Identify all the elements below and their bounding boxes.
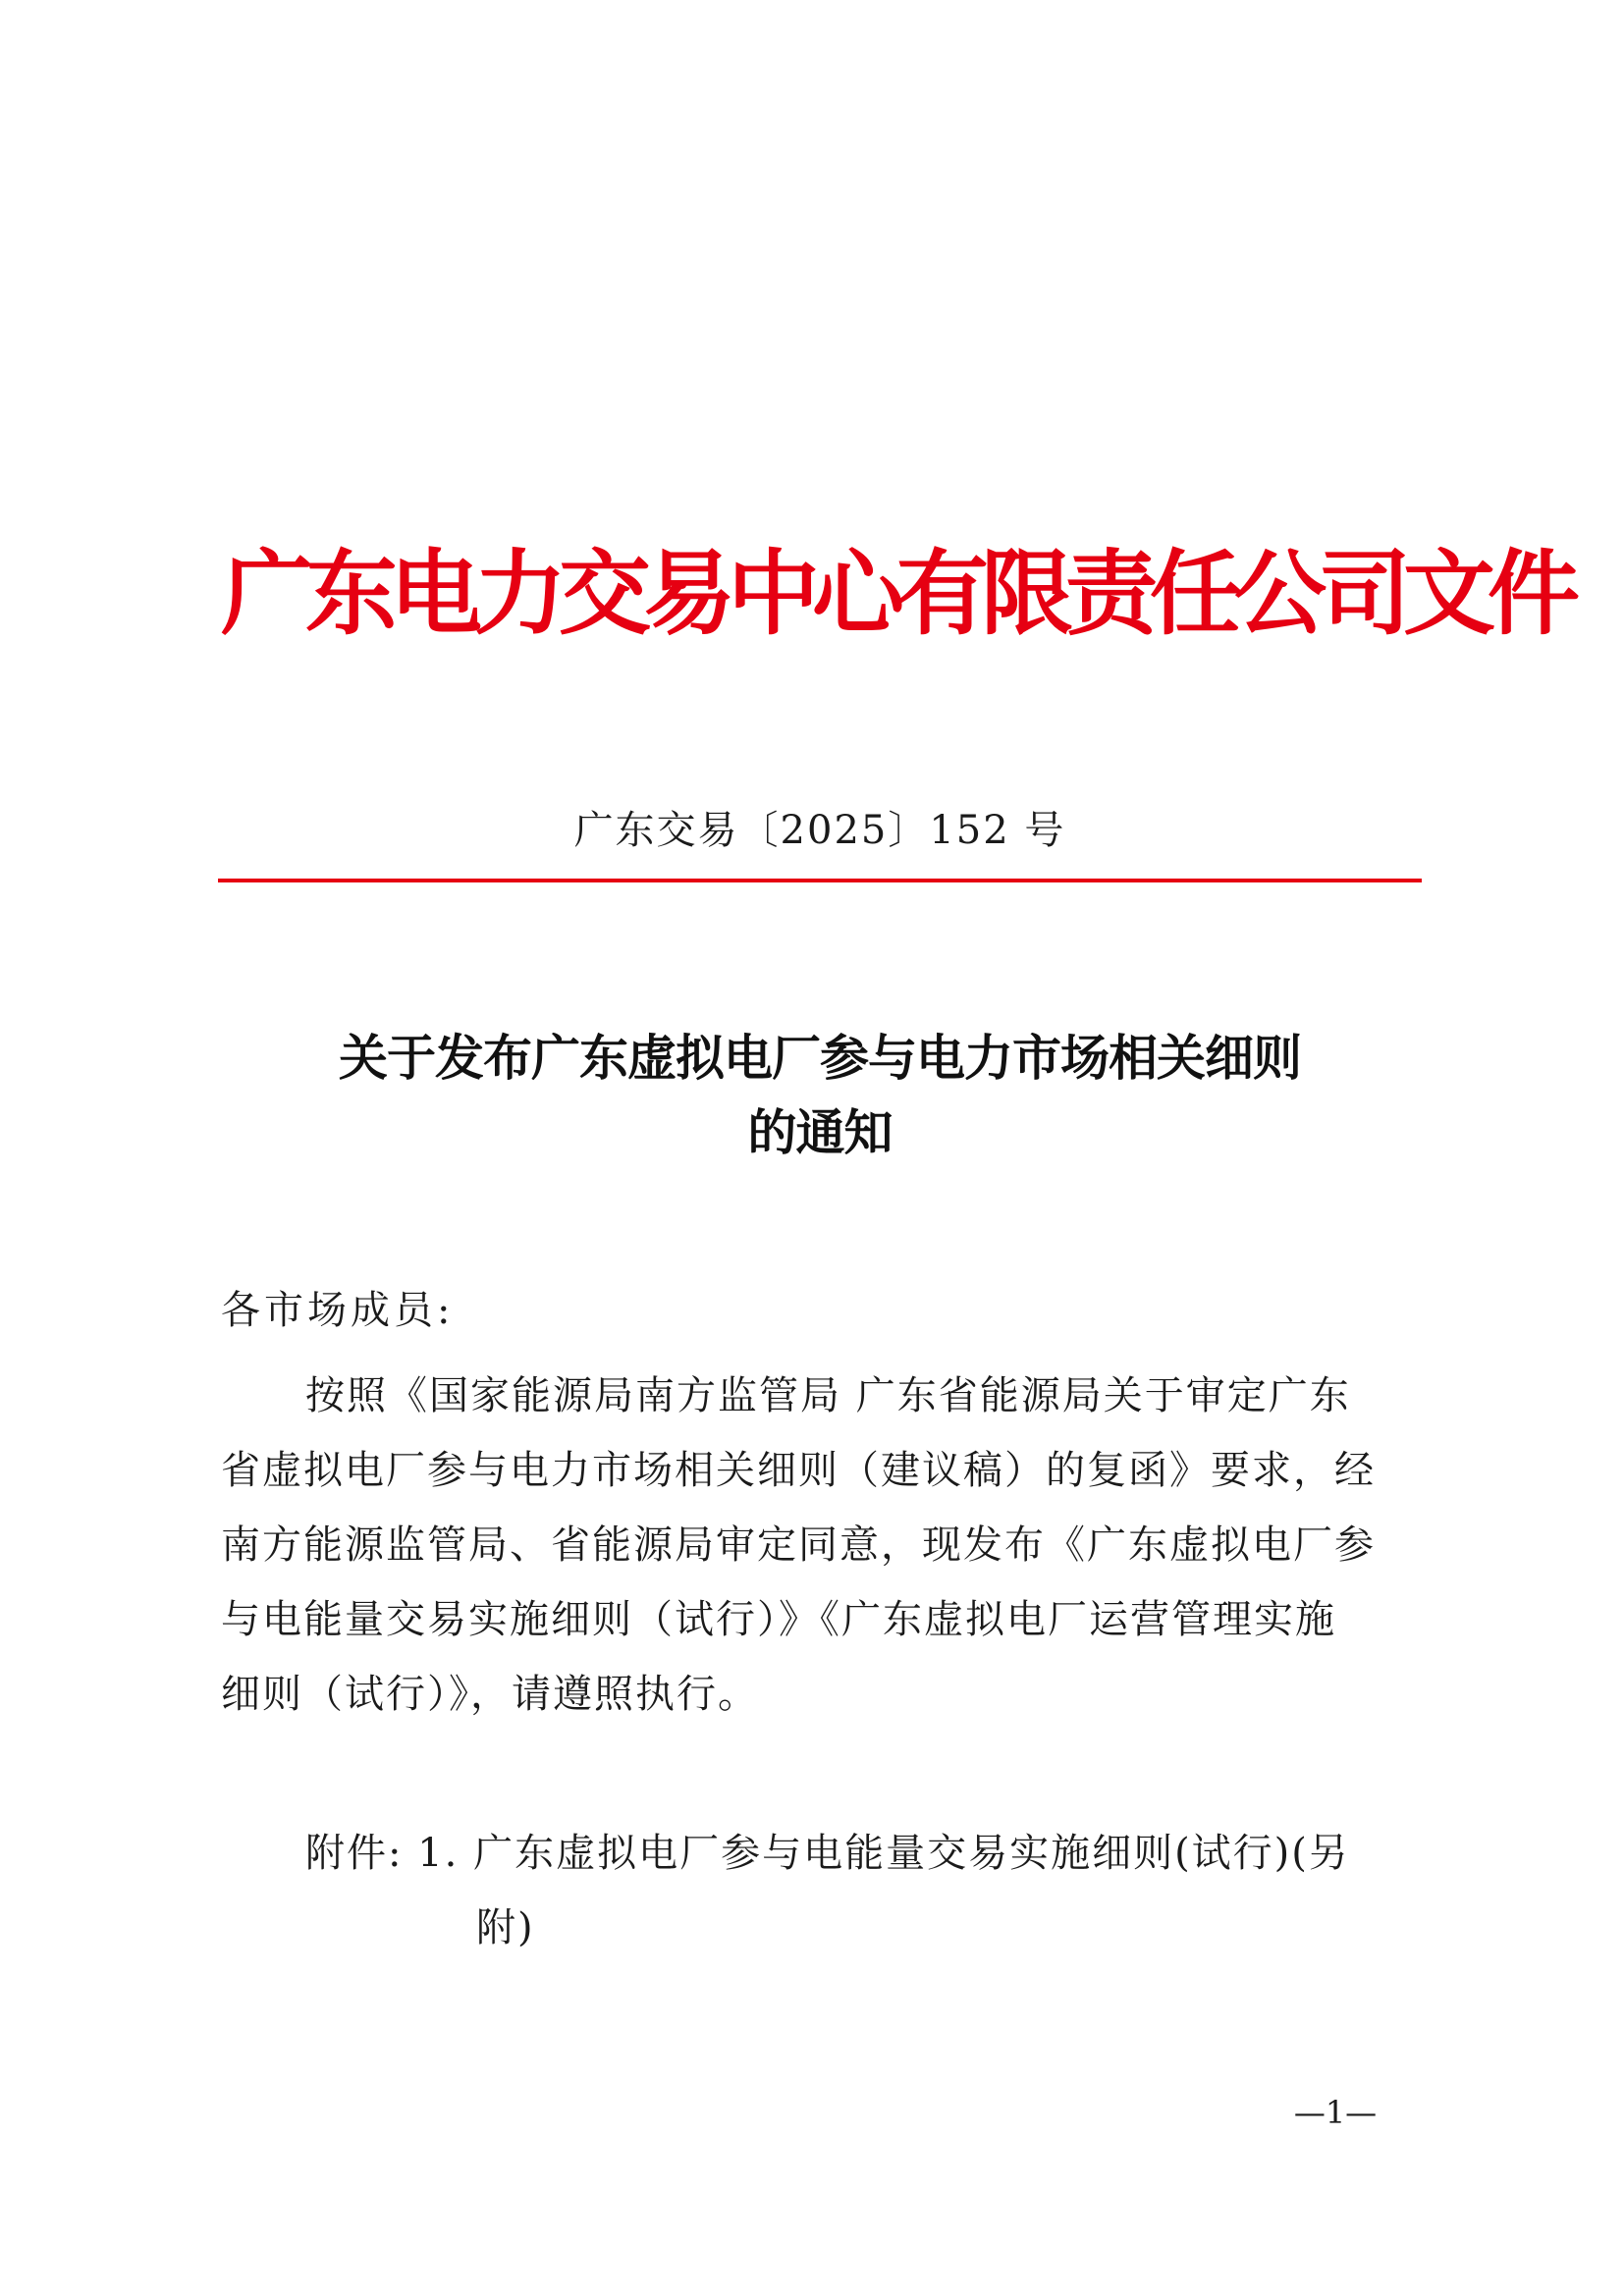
notice-title-line-1: 关于发布广东虚拟电厂参与电力市场相关细则 [339,1029,1301,1087]
document-number: 广东交易〔2025〕152 号 [573,808,1066,853]
attachment-list [221,1816,1419,1965]
notice-title-line-2: 的通知 [747,1103,893,1161]
body-line: 按照《国家能源局南方监管局 广东省能源局关于审定广东 [305,1373,1351,1418]
body-line: 细则（试行）》，请遵照执行。 [221,1672,759,1717]
notice-title [221,1021,1419,1170]
body-paragraph [221,1359,1419,1732]
body-line: 省虚拟电厂参与电力市场相关细则（建议稿）的复函》要求，经 [221,1448,1376,1493]
page-number: —1— [1293,2094,1378,2131]
body-line: 南方能源监管局、省能源局审定同意，现发布《广东虚拟电厂参 [221,1522,1376,1568]
body-line: 与电能量交易实施细则（试行）》《广东虚拟电厂运营管理实施 [221,1597,1336,1642]
attachment-item-1: 附件: 1. 广东虚拟电厂参与电能量交易实施细则(试行)(另 [305,1831,1350,1876]
salutation: 各市场成员: [221,1288,455,1333]
red-divider-line [218,879,1422,882]
masthead-title: 广东电力交易中心有限责任公司文件 [221,540,1573,648]
attachment-item-1-continued: 附) [476,1905,535,1950]
